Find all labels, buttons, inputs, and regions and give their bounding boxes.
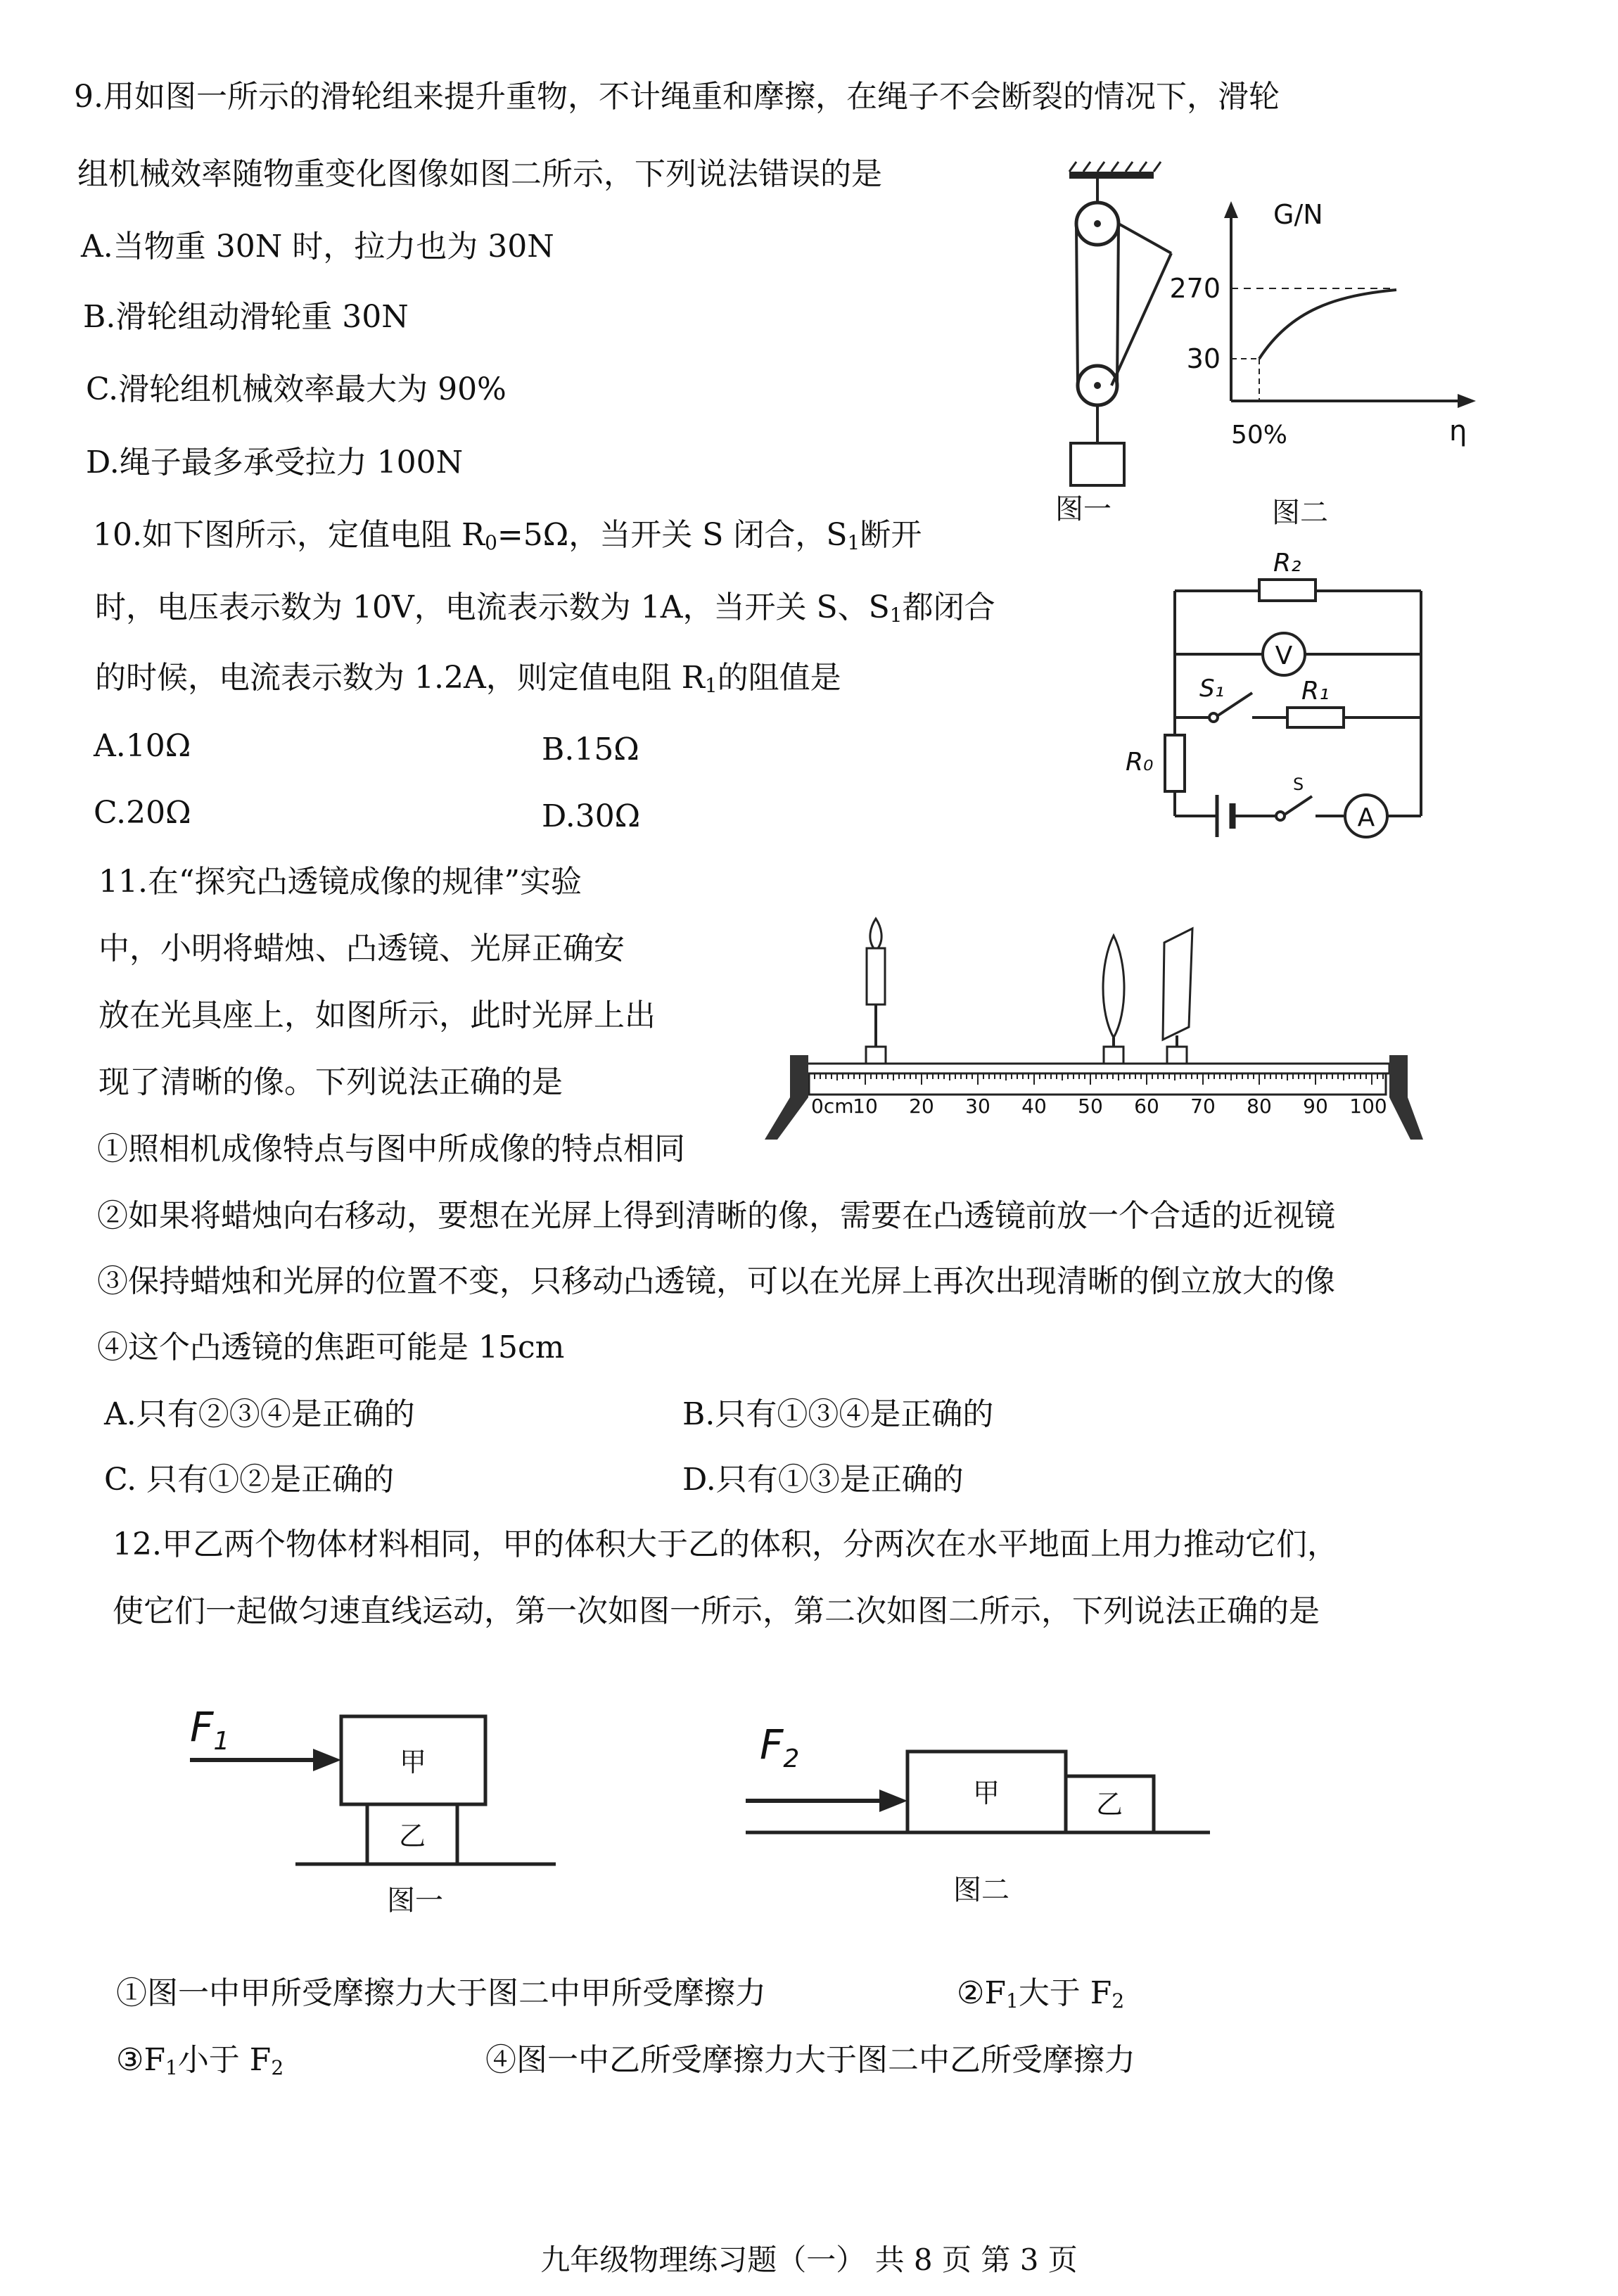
bench-tick-30: 30: [965, 1095, 990, 1118]
q10-circuit-diagram: [1111, 549, 1435, 858]
graph-xtick-50: 50%: [1230, 421, 1288, 449]
q11-option-a: A.只有②③④是正确的: [104, 1396, 415, 1432]
graph-ytick-30: 30: [1186, 343, 1221, 374]
q11-statement-1: ①照相机成像特点与图中所成像的特点相同: [97, 1131, 685, 1167]
q10-option-c: C.20Ω: [94, 795, 191, 831]
circuit-label-r0: R₀: [1126, 748, 1154, 777]
q11-option-b: B.只有①③④是正确的: [682, 1396, 994, 1432]
q12-statement-3: ③F1小于 F2: [116, 2042, 284, 2079]
q10-option-b: B.15Ω: [542, 732, 639, 767]
q12-figure-2: [739, 1702, 1231, 1913]
fig2-force-label: $F_2$: [760, 1721, 800, 1773]
q10-line2: 时，电压表示数为 10V，电流表示数为 1A，当开关 S、S1都闭合: [95, 589, 995, 627]
page-footer: 九年级物理练习题（一） 共 8 页 第 3 页: [540, 2243, 1078, 2277]
q9-fig2-caption: 图二: [1272, 497, 1328, 529]
q9-efficiency-graph: [1154, 197, 1477, 464]
q12-statement-4: ④图一中乙所受摩擦力大于图二中乙所受摩擦力: [485, 2042, 1135, 2078]
q12-figure-1: [183, 1702, 577, 1920]
q10-line3: 的时候，电流表示数为 1.2A，则定值电阻 R1的阻值是: [95, 660, 841, 697]
circuit-label-r2: R₂: [1273, 549, 1301, 578]
q12-line1: 12.甲乙两个物体材料相同，甲的体积大于乙的体积，分两次在水平地面上用力推动它们，: [113, 1526, 1338, 1562]
circuit-voltmeter-label: V: [1275, 642, 1293, 670]
bench-tick-70: 70: [1190, 1095, 1216, 1118]
bench-tick-60: 60: [1134, 1095, 1159, 1118]
q11-statement-3: ③保持蜡烛和光屏的位置不变，只移动凸透镜，可以在光屏上再次出现清晰的倒立放大的像: [97, 1263, 1335, 1299]
bench-tick-20: 20: [909, 1095, 934, 1118]
q11-option-c: C. 只有①②是正确的: [104, 1462, 395, 1498]
bench-tick-80: 80: [1247, 1095, 1272, 1118]
q9-option-c: C.滑轮组机械效率最大为 90%: [86, 371, 507, 407]
fig1-force-label: $F_1$: [190, 1703, 230, 1756]
q9-option-d: D.绳子最多承受拉力 100N: [86, 445, 464, 480]
q10-line1: 10.如下图所示，定值电阻 R0=5Ω，当开关 S 闭合，S1断开: [93, 517, 922, 554]
circuit-ammeter-label: A: [1357, 803, 1375, 832]
q9-option-a: A.当物重 30N 时，拉力也为 30N: [81, 229, 554, 264]
q12-statement-1: ①图一中甲所受摩擦力大于图二中甲所受摩擦力: [116, 1975, 766, 2011]
q11-line3: 放在光具座上，如图所示，此时光屏上出: [98, 997, 656, 1033]
fig2-block-yi: 乙: [1095, 1789, 1123, 1820]
q10-option-a: A.10Ω: [94, 728, 191, 764]
bench-unit: 0cm: [811, 1095, 854, 1118]
fig2-caption: 图二: [953, 1874, 1009, 1906]
q11-optical-bench: [756, 907, 1432, 1140]
bench-tick-40: 40: [1021, 1095, 1047, 1118]
q11-statement-2: ②如果将蜡烛向右移动，要想在光屏上得到清晰的像，需要在凸透镜前放一个合适的近视镜: [97, 1198, 1335, 1234]
fig1-caption: 图一: [387, 1884, 443, 1917]
q11-line1: 11.在“探究凸透镜成像的规律”实验: [98, 864, 582, 900]
graph-ytick-270: 270: [1169, 273, 1221, 304]
q12-line2: 使它们一起做匀速直线运动，第一次如图一所示，第二次如图二所示，下列说法正确的是: [113, 1593, 1320, 1629]
q9-line2: 组机械效率随物重变化图像如图二所示，下列说法错误的是: [77, 156, 882, 192]
graph-ylabel: G/N: [1273, 199, 1323, 230]
fig1-block-yi: 乙: [398, 1820, 426, 1851]
q9-option-b: B.滑轮组动滑轮重 30N: [83, 299, 409, 335]
graph-xlabel: η: [1449, 415, 1467, 447]
bench-tick-90: 90: [1303, 1095, 1328, 1118]
bench-tick-10: 10: [853, 1095, 878, 1118]
q11-line4: 现了清晰的像。下列说法正确的是: [98, 1064, 563, 1100]
circuit-label-r1: R₁: [1301, 677, 1330, 706]
q12-statement-2: ②F1大于 F2: [957, 1975, 1125, 2013]
fig2-block-jia: 甲: [972, 1778, 1000, 1809]
circuit-label-s1: S₁: [1199, 675, 1225, 703]
q10-option-d: D.30Ω: [542, 798, 641, 834]
q11-line2: 中，小明将蜡烛、凸透镜、光屏正确安: [98, 931, 625, 967]
q11-statement-4: ④这个凸透镜的焦距可能是 15cm: [97, 1329, 565, 1365]
bench-tick-100: 100: [1349, 1095, 1387, 1118]
q11-option-d: D.只有①③是正确的: [682, 1462, 964, 1498]
q9-line1: 9.用如图一所示的滑轮组来提升重物，不计绳重和摩擦，在绳子不会断裂的情况下，滑轮: [74, 79, 1280, 115]
bench-tick-50: 50: [1078, 1095, 1103, 1118]
fig1-block-jia: 甲: [399, 1747, 427, 1778]
circuit-label-s: S: [1293, 774, 1304, 794]
q9-fig1-caption: 图一: [1055, 493, 1111, 525]
